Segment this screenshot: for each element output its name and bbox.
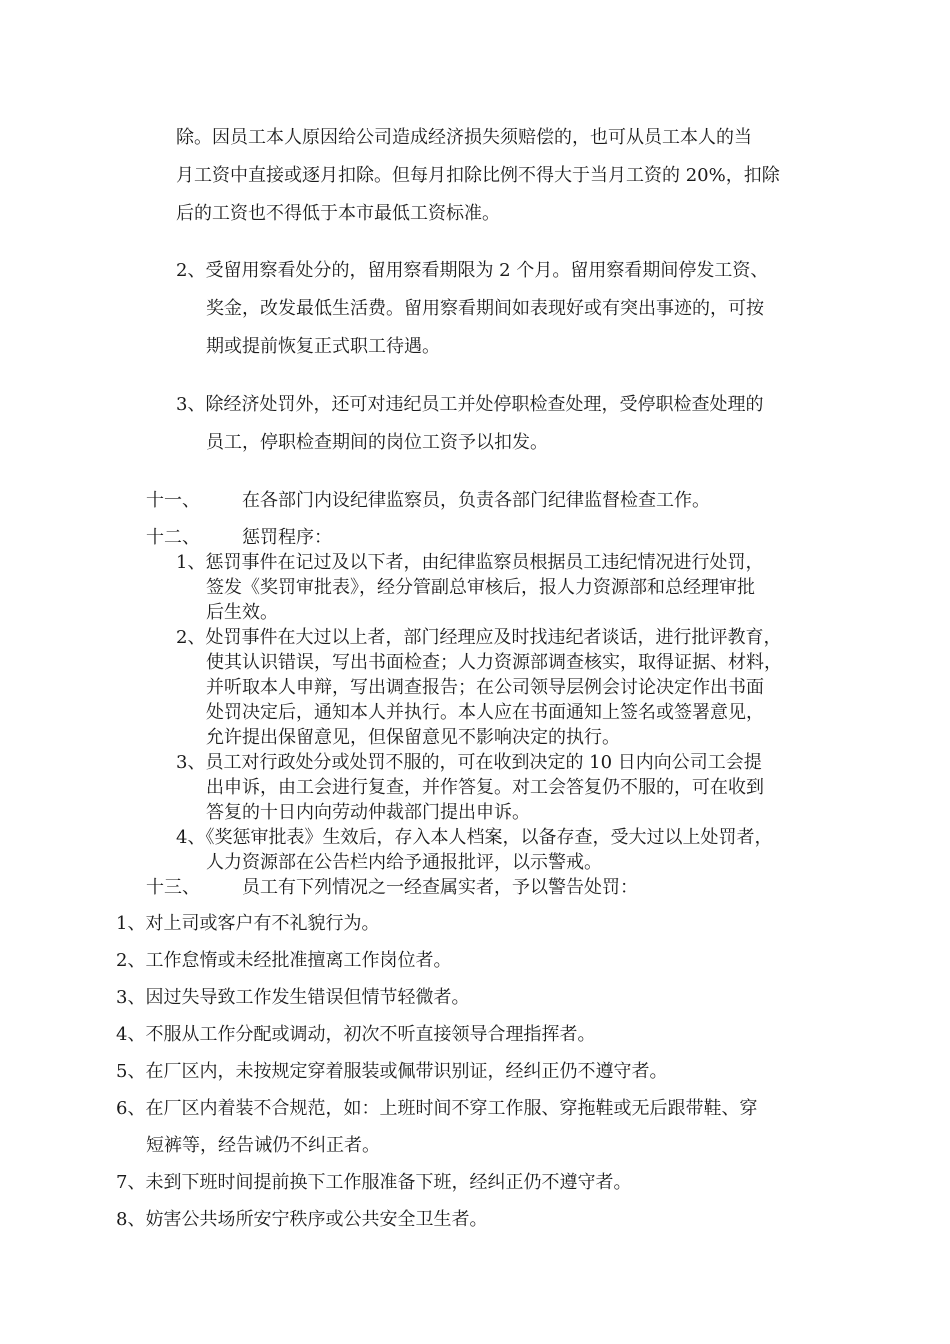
list-item: 6、在厂区内着装不合规范，如：上班时间不穿工作服、穿拖鞋或无后跟带鞋、穿 xyxy=(116,1098,758,1119)
paragraph-line: 除。因员工本人原因给公司造成经济损失须赔偿的，也可从员工本人的当 xyxy=(176,127,752,148)
list-item: 7、未到下班时间提前换下工作服准备下班，经纠正仍不遵守者。 xyxy=(116,1172,632,1193)
list-item-continuation: 人力资源部在公告栏内给予通报批评，以示警戒。 xyxy=(206,852,602,873)
list-item: 3、员工对行政处分或处罚不服的，可在收到决定的 10 日内向公司工会提 xyxy=(176,752,762,773)
list-item: 1、惩罚事件在记过及以下者，由纪律监察员根据员工违纪情况进行处罚， xyxy=(176,552,764,573)
list-item-continuation: 后生效。 xyxy=(206,602,278,623)
list-item: 5、在厂区内，未按规定穿着服装或佩带识别证，经纠正仍不遵守者。 xyxy=(116,1061,668,1082)
list-item-continuation: 使其认识错误，写出书面检查；人力资源部调查核实，取得证据、材料， xyxy=(206,652,782,673)
list-item: 3、因过失导致工作发生错误但情节轻微者。 xyxy=(116,987,470,1008)
list-item: 4、《奖惩审批表》生效后，存入本人档案，以备存查，受大过以上处罚者， xyxy=(176,827,773,848)
list-item: 2、受留用察看处分的，留用察看期限为 2 个月。留用察看期间停发工资、 xyxy=(176,260,769,281)
list-item-continuation: 短裤等，经告诫仍不纠正者。 xyxy=(146,1135,380,1156)
list-item-continuation: 处罚决定后，通知本人并执行。本人应在书面通知上签名或签署意见， xyxy=(206,702,764,723)
list-item-continuation: 并听取本人申辩，写出调查报告；在公司领导层例会讨论决定作出书面 xyxy=(206,677,764,698)
list-item: 4、不服从工作分配或调动，初次不听直接领导合理指挥者。 xyxy=(116,1024,596,1045)
list-item-continuation: 签发《奖罚审批表》，经分管副总审核后，报人力资源部和总经理审批 xyxy=(206,577,755,598)
list-item: 2、工作怠惰或未经批准擅离工作岗位者。 xyxy=(116,950,452,971)
list-item-continuation: 出申诉，由工会进行复查，并作答复。对工会答复仍不服的，可在收到 xyxy=(206,777,764,798)
section-number: 十一、 xyxy=(146,490,200,511)
list-item: 3、除经济处罚外，还可对违纪员工并处停职检查处理，受停职检查处理的 xyxy=(176,394,764,415)
list-item-continuation: 奖金，改发最低生活费。留用察看期间如表现好或有突出事迹的，可按 xyxy=(206,298,764,319)
paragraph-line: 月工资中直接或逐月扣除。但每月扣除比例不得大于当月工资的 20%，扣除 xyxy=(176,165,780,186)
section-number: 十三、 xyxy=(146,877,200,898)
list-item: 1、对上司或客户有不礼貌行为。 xyxy=(116,913,380,934)
list-item: 2、处罚事件在大过以上者，部门经理应及时找违纪者谈话，进行批评教育， xyxy=(176,627,782,648)
list-item-continuation: 允许提出保留意见，但保留意见不影响决定的执行。 xyxy=(206,727,620,748)
list-item-continuation: 答复的十日内向劳动仲裁部门提出申诉。 xyxy=(206,802,530,823)
list-item-continuation: 员工，停职检查期间的岗位工资予以扣发。 xyxy=(206,432,548,453)
section-heading: 员工有下列情况之一经查属实者，予以警告处罚： xyxy=(242,877,638,898)
section-number: 十二、 xyxy=(146,527,200,548)
section-heading: 惩罚程序： xyxy=(242,527,332,548)
list-item-continuation: 期或提前恢复正式职工待遇。 xyxy=(206,336,440,357)
section-heading: 在各部门内设纪律监察员，负责各部门纪律监督检查工作。 xyxy=(242,490,710,511)
paragraph-line: 后的工资也不得低于本市最低工资标准。 xyxy=(176,203,500,224)
list-item: 8、妨害公共场所安宁秩序或公共安全卫生者。 xyxy=(116,1209,488,1230)
